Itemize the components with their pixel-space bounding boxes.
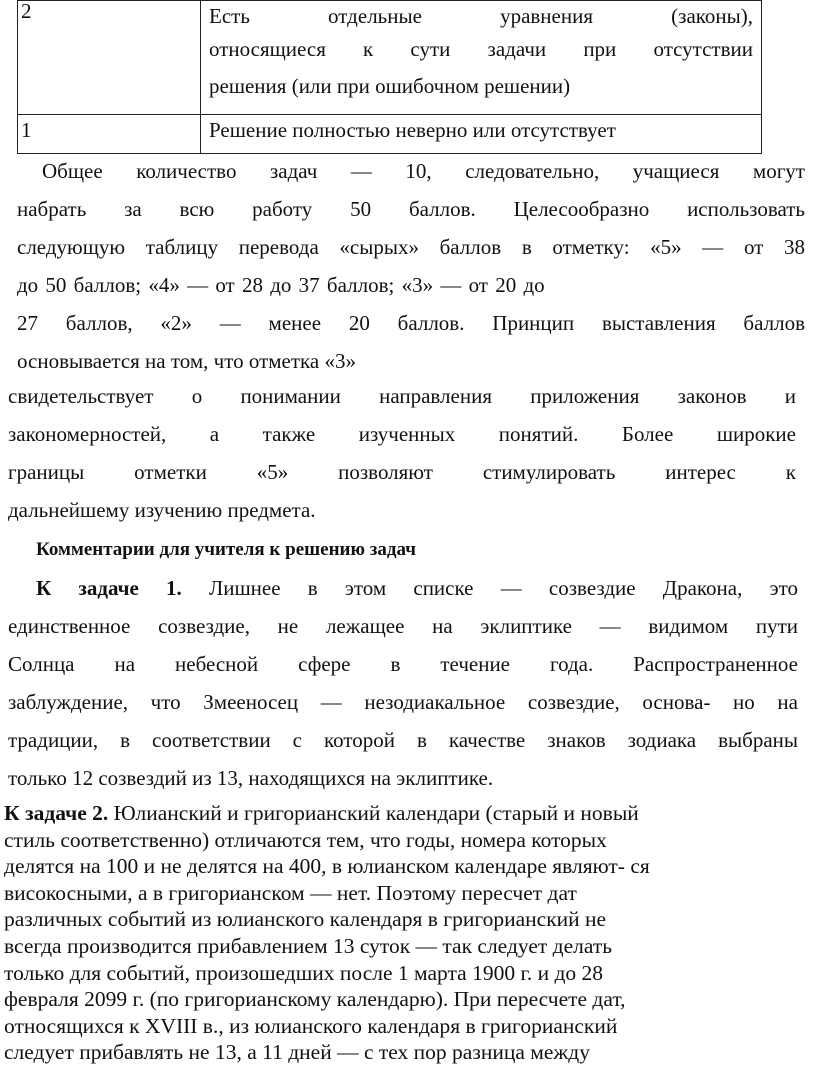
task-label: К задаче 1. [36,576,182,600]
criteria-line: решения (или при ошибочном решении) [209,74,571,98]
text-line: границы отметки «5» позволяют стимулировать интерес к [8,460,796,484]
paragraph-scoring [17,152,805,380]
text-line: стиль соответственно) отличаются тем, что годы, номера которых [4,827,607,852]
table-row [18,1,762,115]
text-line: набрать за всю работу 50 баллов. Целесообразно использовать [17,197,805,221]
text-line: дальнейшему изучению предмета. [8,498,316,522]
criteria-line: Есть отдельные уравнения (законы), [209,4,753,28]
text-line: Общее количество задач — 10, следовательно, учащиеся могут [42,159,805,183]
text-line: заблуждение, что Змееносец — незодиакальное созвездие, основа- но на [8,690,798,714]
table-row [18,115,762,154]
text-line: закономерностей, а также изученных понятий. Более широкие [8,422,796,446]
text-line: только для событий, произошедших после 1 марта 1900 г. и до 28 [4,960,604,985]
text-line [8,569,798,607]
text-line: основывается на том, что отметка «3» [17,349,357,373]
text-line: различных событий из юлианского календаря в григорианский не [4,907,607,932]
score-cell: 2 [18,1,201,115]
text-line: Солнца на небесной сфере в течение года. Распространенное [8,652,798,676]
task-1-comment [8,569,798,797]
task-2-comment [4,800,780,1066]
criteria-line: относящиеся к сути задачи при отсутствии [209,37,753,61]
criteria-line: Решение полностью неверно или отсутствует [209,118,616,142]
text-line: относящихся к XVIII в., из юлианского календаря в григорианский [4,1013,618,1038]
grading-table [17,0,762,154]
criteria-cell [201,115,762,154]
task-label: К задаче 2. [4,801,109,825]
text-line: свидетельствует о понимании направления приложения законов и [8,384,796,408]
section-heading: Комментарии для учителя к решению задач [36,539,416,560]
text-line: единственное созвездие, не лежащее на эклиптике — видимом пути [8,614,798,638]
paragraph-grade-meaning [8,377,796,529]
score-cell: 1 [18,115,201,154]
text-line: 27 баллов, «2» — менее 20 баллов. Принцип выставления баллов [17,311,805,335]
text-line: делятся на 100 и не делятся на 400, в юлианском календаре являют- ся [4,854,650,879]
text-line: всегда производится прибавлением 13 суток — так следует делать [4,933,613,958]
text-span: Лишнее в этом списке — созвездие Дракона, это [209,576,798,600]
text-line: традиции, в соответствии с которой в качестве знаков зодиака выбраны [8,728,798,752]
criteria-cell [201,1,762,115]
text-line: високосными, а в григорианском — нет. Поэтому пересчет дат [4,880,577,905]
text-line: следует прибавлять не 13, а 11 дней — с тех пор разница между [4,1040,590,1065]
text-line [4,800,780,827]
text-line: только 12 созвездий из 13, находящихся на эклиптике. [8,766,494,790]
text-line: следующую таблицу перевода «сырых» баллов в отметку: «5» — от 38 [17,235,805,259]
text-line: до 50 баллов; «4» — от 28 до 37 баллов; «3» — от 20 до [17,273,545,297]
text-line: февраля 2099 г. (по григорианскому календарю). При пересчете дат, [4,987,626,1012]
text-span: Юлианский и григорианский календари (старый и новый [113,801,639,825]
